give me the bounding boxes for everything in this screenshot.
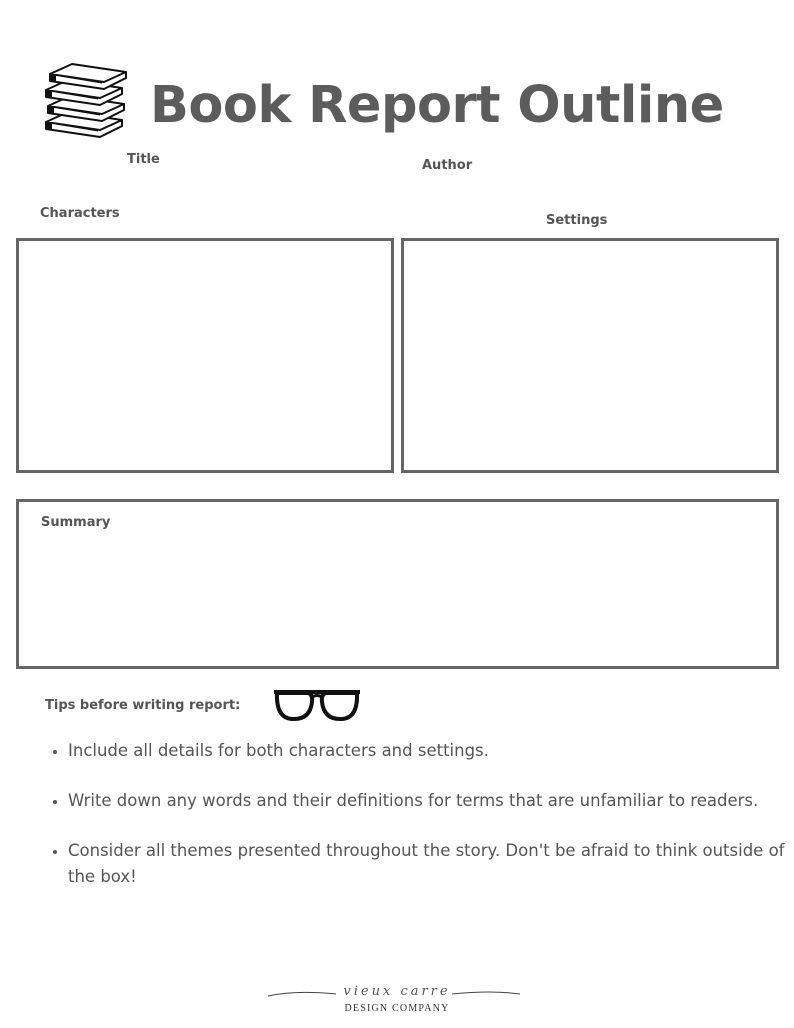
author-label: Author xyxy=(422,158,473,173)
settings-box[interactable] xyxy=(401,238,779,473)
tip-item: • Consider all themes presented throughout the story. Don't be afraid to think outside of the box! xyxy=(68,838,788,890)
tips-heading: Tips before writing report: xyxy=(45,698,241,713)
tips-list xyxy=(44,738,788,914)
stacked-books-icon xyxy=(42,60,128,142)
settings-label: Settings xyxy=(546,213,608,228)
characters-label: Characters xyxy=(40,206,120,221)
summary-box[interactable] xyxy=(16,499,779,669)
brand-logo-subtitle: DESIGN COMPANY xyxy=(344,1003,450,1014)
tip-item: • Include all details for both characters and settings. xyxy=(68,738,788,764)
title-label: Title xyxy=(127,152,160,167)
characters-box[interactable] xyxy=(16,238,394,473)
summary-label: Summary xyxy=(41,515,111,530)
brand-logo-script: vieux carre xyxy=(343,984,451,999)
tip-item: • Write down any words and their definitions for terms that are unfamiliar to readers. xyxy=(68,788,788,814)
glasses-icon xyxy=(272,688,362,724)
page-title: Book Report Outline xyxy=(150,76,724,135)
